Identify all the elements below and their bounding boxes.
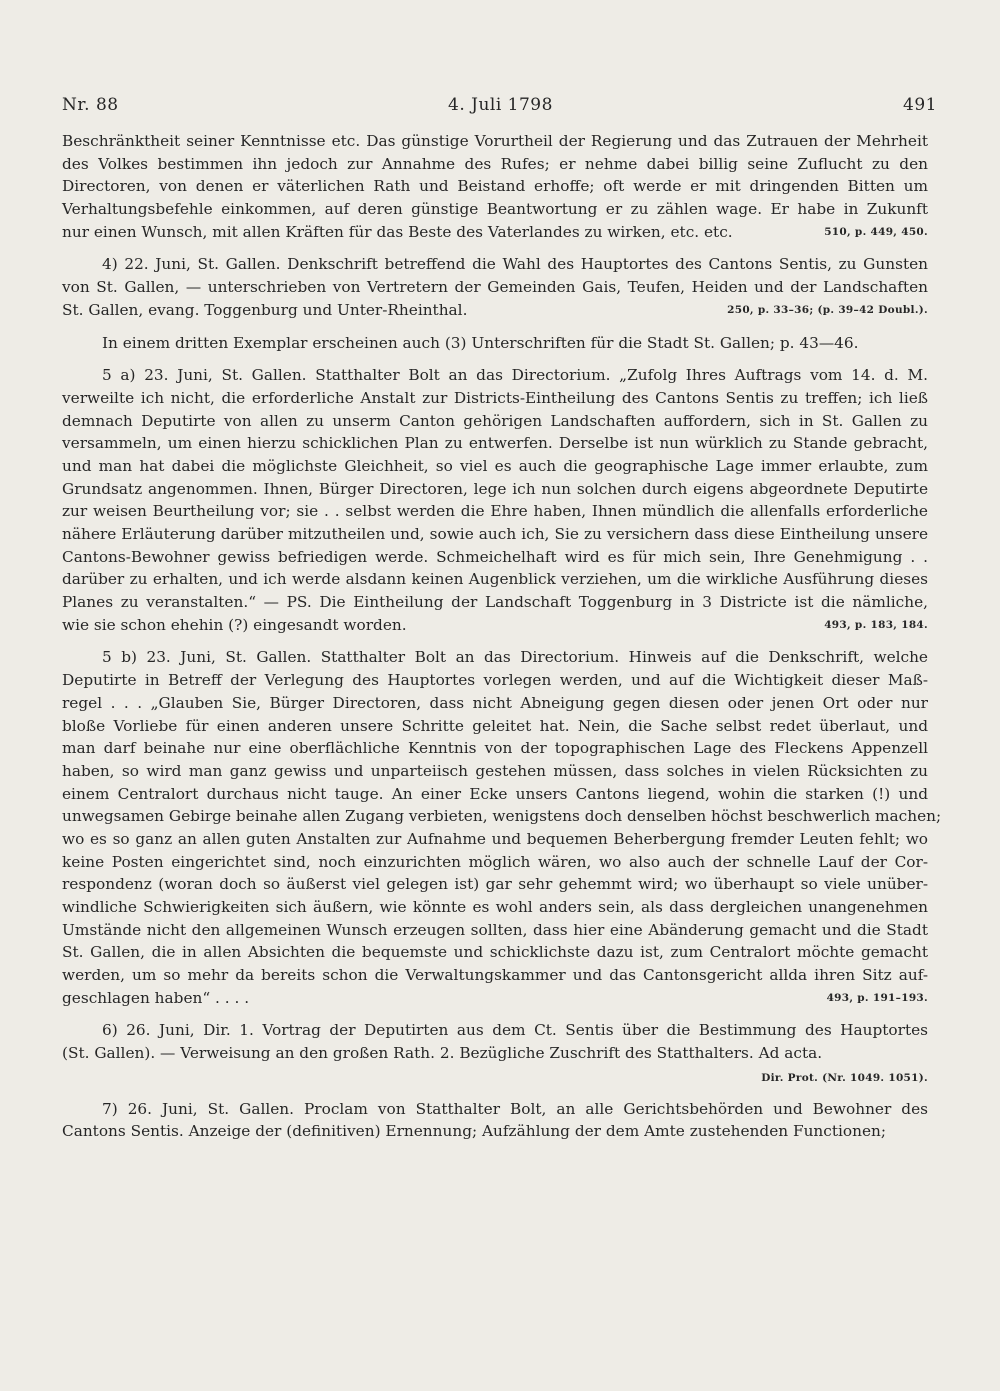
text-line: St. Gallen, die in allen Absichten die bequemste und schicklichste dazu ist, zum Centralort möchte gemacht [62,943,928,962]
text-line: einem Centralort durchaus nicht tauge. An einer Ecke unsers Cantons liegend, wohin die starken (!) und [62,784,928,803]
text-line: Beschränktheit seiner Kenntnisse etc. Das günstige Vorurtheil der Regierung und das Zutrauen der Mehrheit [62,132,928,150]
document-number: Nr. 88 [62,95,119,115]
text-line: des Volkes bestimmen ihn jedoch zur Annahme des Rufes; er nehme dabei billig seine Zuflucht zu den [62,154,928,173]
text-line: unwegsamen Gebirge beinahe allen Zugang verbieten, wenigstens doch denselben höchst beschwerlich machen; [62,807,942,826]
text-line: darüber zu erhalten, und ich werde alsdann keinen Augenblick verziehen, um die wirkliche Ausführung dieses [62,570,928,589]
text-line: windliche Schwierigkeiten sich äußern, wie könnte es wohl anders sein, als dass dergleichen unangenehmen [62,898,928,916]
source-reference: 493, p. 191–193. [826,991,928,1004]
text-line: versammeln, um einen hierzu schicklichen Plan zu entwerfen. Derselbe ist nun würklich zu Stande gebracht, [62,434,928,453]
text-line: 6) 26. Juni, Dir. 1. Vortrag der Deputirten aus dem Ct. Sentis über die Bestimmung des Hauptortes [102,1021,928,1040]
text-line: Cantons-Bewohner gewiss befriedigen werde. Schmeichelhaft wird es für mich sein, Ihre Genehmigung . . [62,547,928,566]
text-line: Cantons Sentis. Anzeige der (definitiven) Ernennung; Aufzählung der dem Amte zustehenden Functionen; [62,1122,887,1141]
text-line: bloße Vorliebe für einen anderen unsere Schritte geleitet hat. Nein, die Sache selbst redet überlaut, und [62,716,928,735]
line-text: St. Gallen, evang. Toggenburg und Unter-Rheinthal. [62,300,468,319]
text-line: Verhaltungsbefehle einkommen, auf deren günstige Beantwortung er zu zählen wage. Er habe in Zukunft [62,200,928,219]
text-line: (St. Gallen). — Verweisung an den großen Rath. 2. Bezügliche Zuschrift des Statthalters. Ad acta. [62,1044,823,1063]
text-line: verweilte ich nicht, die erforderliche Anstalt zur Districts-Eintheilung des Cantons Sentis zu treffen; ich ließ [62,388,928,407]
text-line: Umstände nicht den allgemeinen Wunsch erzeugen sollten, dass hier eine Abänderung gemacht und die Stadt [62,920,928,939]
text-line: nähere Erläuterung darüber mitzutheilen und, sowie auch ich, Sie zu versichern dass diese Eintheilung unsere [62,525,928,543]
source-reference: Dir. Prot. (Nr. 1049. 1051). [761,1071,928,1084]
text-line: von St. Gallen, — unterschrieben von Vertretern der Gemeinden Gais, Teufen, Heiden und der Landschaften [62,278,928,297]
line-text: wie sie schon ehehin (?) eingesandt worden. [62,615,407,634]
page-body [62,130,942,1143]
text-line [62,299,928,322]
text-line: keine Posten eingerichtet sind, noch einzurichten möglich wären, wo also auch der schnelle Lauf der Cor- [62,852,928,871]
text-line [62,1065,928,1088]
text-line: respondenz (woran doch so äußerst viel gelegen ist) gar sehr gehemmt wird; wo überhaupt so viele unüber- [62,875,928,894]
text-line [62,221,928,244]
text-line: demnach Deputirte von allen zu unserm Canton gehörigen Landschaften auffordern, sich in St. Gallen zu [62,411,928,430]
text-line: Planes zu veranstalten.“ — PS. Die Eintheilung der Landschaft Toggenburg in 3 Districte ist die nämliche, [62,593,928,612]
text-line: 7) 26. Juni, St. Gallen. Proclam von Statthalter Bolt, an alle Gerichtsbehörden und Bewohner des [102,1099,928,1118]
text-line: Grundsatz angenommen. Ihnen, Bürger Directoren, lege ich nun solchen durch eigens abgeordnete Deputirte [62,479,928,498]
source-reference: 250, p. 33–36; (p. 39–42 Doubl.). [727,303,928,316]
text-line: 4) 22. Juni, St. Gallen. Denkschrift betreffend die Wahl des Hauptortes des Cantons Sentis, zu Gunsten [102,255,928,274]
text-line: werden, um so mehr da bereits schon die Verwaltungskammer und das Cantonsgericht allda ihren Sitz auf- [62,966,928,985]
page-number: 491 [903,95,937,115]
source-reference: 510, p. 449, 450. [824,225,928,238]
text-line: regel . . . „Glauben Sie, Bürger Directoren, dass nicht Abneigung gegen diesen oder jenen Ort oder nur [62,693,928,712]
text-line: Deputirte in Betreff der Verlegung des Hauptortes vorlegen werden, und auf die Wichtigkeit dieser Maß- [62,671,928,690]
text-line: man darf beinahe nur eine oberflächliche Kenntnis von der topographischen Lage des Fleckens Appenzell [62,739,928,758]
text-line [62,614,928,637]
text-line: 5 b) 23. Juni, St. Gallen. Statthalter Bolt an das Directorium. Hinweis auf die Denkschrift, welche [102,648,928,667]
text-line: und man hat dabei die möglichste Gleichheit, so viel es auch die geographische Lage immer erlaubte, zum [62,456,928,475]
text-line: wo es so ganz an allen guten Anstalten zur Aufnahme und bequemen Beherbergung fremder Leuten fehlt; wo [62,829,928,848]
line-text: geschlagen haben“ . . . . [62,988,250,1007]
document-date: 4. Juli 1798 [448,95,553,115]
text-line [62,987,928,1010]
line-text: nur einen Wunsch, mit allen Kräften für das Beste des Vaterlandes zu wirken, etc. etc. [62,222,733,241]
text-line: Directoren, von denen er väterlichen Rath und Beistand erhoffe; oft werde er mit dringenden Bitten um [62,177,928,196]
source-reference: 493, p. 183, 184. [824,618,928,631]
text-line: zur weisen Beurtheilung vor; sie . . selbst werden die Ehre haben, Ihnen mündlich die allenfalls erforderliche [62,502,928,521]
text-line: In einem dritten Exemplar erscheinen auch (3) Unterschriften für die Stadt St. Gallen; p. 43—46. [102,333,859,352]
text-line: 5 a) 23. Juni, St. Gallen. Statthalter Bolt an das Directorium. „Zufolg Ihres Auftrags vom 14. d. M. [102,366,928,385]
text-line: haben, so wird man ganz gewiss und unparteiisch gestehen müssen, dass solches in vielen Rücksichten zu [62,761,928,780]
